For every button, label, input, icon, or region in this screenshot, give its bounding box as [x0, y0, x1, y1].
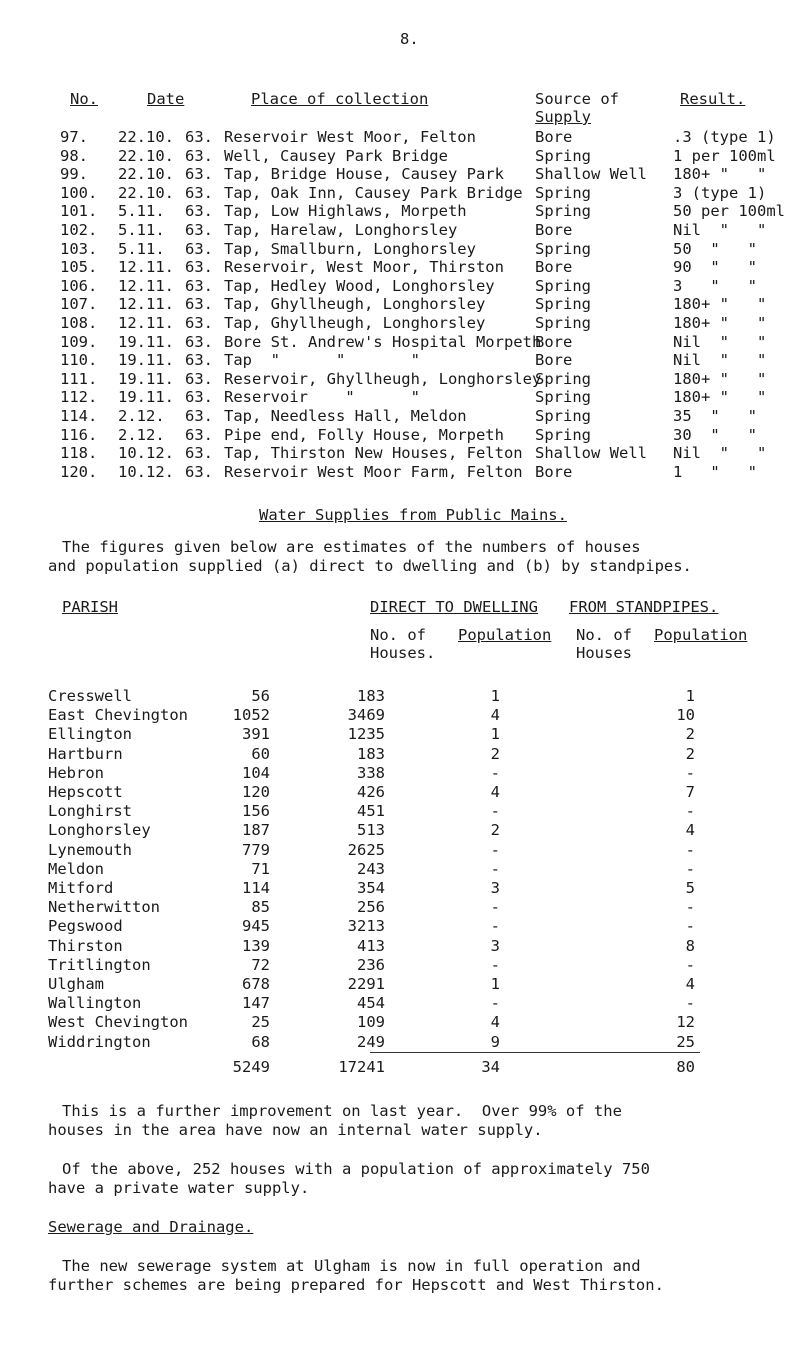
sample-no: 109.: [60, 332, 98, 351]
parish-population: 3469: [347, 706, 385, 725]
sample-source: Bore: [535, 258, 573, 277]
parish-row: [0, 860, 800, 878]
sample-row: [0, 444, 800, 462]
sample-row: [0, 165, 800, 183]
direct-header: DIRECT TO DWELLING: [370, 598, 538, 616]
sample-result: 180+ " ": [673, 165, 767, 184]
sample-result: 180+ " ": [673, 369, 767, 388]
sample-place: Tap, Smallburn, Longhorsley: [224, 239, 476, 258]
sample-date: 12.11.: [118, 258, 174, 277]
header-date: Date: [147, 90, 185, 108]
total-population: 17241: [338, 1058, 385, 1076]
sample-no: 112.: [60, 388, 98, 407]
parish-sp-houses: -: [490, 859, 500, 878]
parish-row: [0, 879, 800, 897]
parish-population: 513: [357, 821, 385, 840]
sample-result: 90 " ": [673, 258, 757, 277]
sample-row: [0, 388, 800, 406]
parish-sp-population: 8: [685, 936, 695, 955]
sample-year: 63.: [185, 462, 213, 481]
sample-year: 63.: [185, 332, 213, 351]
sample-source: Bore: [535, 332, 573, 351]
sample-no: 118.: [60, 444, 98, 463]
parish-row: [0, 1033, 800, 1051]
sample-result: Nil " ": [673, 221, 767, 239]
sample-date: 10.12.: [118, 444, 174, 463]
sample-row: [0, 128, 800, 146]
sample-result: 1 " ": [673, 462, 757, 481]
parish-houses: 68: [251, 1032, 270, 1051]
parish-name: Ellington: [48, 725, 132, 744]
sample-no: 110.: [60, 351, 98, 370]
sample-place: Bore St. Andrew's Hospital Morpeth: [224, 332, 542, 351]
sample-date: 19.11.: [118, 369, 174, 388]
sample-no: 111.: [60, 369, 98, 388]
sample-no: 114.: [60, 407, 98, 425]
sample-result: 30 " ": [673, 425, 757, 444]
parish-row: [0, 975, 800, 993]
parish-row: [0, 821, 800, 839]
parish-houses: 71: [251, 859, 270, 878]
parish-population: 413: [357, 936, 385, 955]
sample-source: Bore: [535, 221, 573, 239]
sample-source: Spring: [535, 239, 591, 258]
page-number: 8.: [400, 30, 419, 48]
sample-row: [0, 407, 800, 425]
sample-no: 107.: [60, 295, 98, 314]
sample-result: 50 " ": [673, 239, 757, 258]
parish-sp-population: -: [685, 898, 695, 917]
sample-row: [0, 221, 800, 239]
sample-year: 63.: [185, 221, 213, 239]
sample-year: 63.: [185, 351, 213, 370]
sample-year: 63.: [185, 183, 213, 202]
sample-source: Shallow Well: [535, 165, 647, 184]
sample-year: 63.: [185, 369, 213, 388]
parish-sp-houses: 2: [490, 744, 500, 763]
parish-sp-population: -: [685, 840, 695, 859]
parish-row: [0, 956, 800, 974]
sample-date: 5.11.: [118, 202, 165, 221]
sample-date: 5.11.: [118, 221, 165, 239]
totals-row: [0, 1058, 800, 1076]
parish-row: [0, 937, 800, 955]
sample-no: 100.: [60, 183, 98, 202]
sample-result: Nil " ": [673, 351, 767, 370]
sample-result: Nil " ": [673, 444, 767, 463]
para1-line-2: houses in the area have now an internal water supply.: [48, 1121, 543, 1139]
parish-sp-population: -: [685, 802, 695, 821]
parish-population: 338: [357, 763, 385, 782]
parish-row: [0, 745, 800, 763]
total-sp-houses: 34: [481, 1058, 500, 1076]
parish-population: 183: [357, 687, 385, 705]
parish-sp-population: 12: [676, 1013, 695, 1032]
header-no: No.: [70, 90, 98, 108]
sample-result: 180+ " ": [673, 314, 767, 332]
sample-date: 22.10.: [118, 128, 174, 146]
parish-sp-population: -: [685, 994, 695, 1013]
parish-name: West Chevington: [48, 1013, 188, 1032]
sample-result: 180+ " ": [673, 388, 767, 407]
parish-row: [0, 898, 800, 916]
sample-no: 116.: [60, 425, 98, 444]
sample-no: 98.: [60, 146, 88, 165]
sample-date: 19.11.: [118, 332, 174, 351]
houses2-header-2: Houses: [576, 644, 632, 662]
parish-sp-population: 4: [685, 821, 695, 840]
parish-sp-houses: 4: [490, 783, 500, 801]
parish-houses: 678: [242, 975, 270, 993]
parish-sp-houses: -: [490, 898, 500, 917]
parish-row: [0, 802, 800, 820]
sample-date: 22.10.: [118, 183, 174, 202]
sample-result: 180+ " ": [673, 295, 767, 314]
parish-sp-houses: 9: [490, 1032, 500, 1051]
sample-place: Tap, Low Highlaws, Morpeth: [224, 202, 467, 221]
parish-sp-houses: 1: [490, 975, 500, 993]
sample-no: 102.: [60, 221, 98, 239]
parish-row: [0, 764, 800, 782]
parish-sp-houses: 1: [490, 725, 500, 744]
sample-date: 19.11.: [118, 388, 174, 407]
parish-population: 243: [357, 859, 385, 878]
sample-place: Tap, Ghyllheugh, Longhorsley: [224, 295, 486, 314]
sample-result: Nil " ": [673, 332, 767, 351]
sample-date: 5.11.: [118, 239, 165, 258]
sample-place: Tap, Oak Inn, Causey Park Bridge: [224, 183, 523, 202]
sample-place: Tap, Needless Hall, Meldon: [224, 407, 467, 425]
sample-year: 63.: [185, 314, 213, 332]
parish-sp-population: 4: [685, 975, 695, 993]
parish-sp-houses: -: [490, 917, 500, 936]
sample-source: Spring: [535, 388, 591, 407]
standpipes-header: FROM STANDPIPES.: [569, 598, 719, 616]
parish-sp-population: 10: [676, 706, 695, 725]
parish-houses: 25: [251, 1013, 270, 1032]
sample-source: Spring: [535, 407, 591, 425]
houses2-header-1: No. of: [576, 626, 632, 644]
sample-row: [0, 463, 800, 481]
sample-date: 22.10.: [118, 146, 174, 165]
parish-row: [0, 1013, 800, 1031]
sample-no: 101.: [60, 202, 98, 221]
sample-row: [0, 295, 800, 313]
sample-result: 3 " ": [673, 276, 757, 295]
parish-row: [0, 725, 800, 743]
sample-result: 35 " ": [673, 407, 757, 425]
para2-line-2: have a private water supply.: [48, 1179, 310, 1197]
total-houses: 5249: [232, 1058, 270, 1076]
sample-place: Reservoir West Moor Farm, Felton: [224, 462, 523, 481]
header-source-1: Source of: [535, 90, 619, 108]
sample-source: Spring: [535, 314, 591, 332]
parish-population: 1235: [347, 725, 385, 744]
sample-no: 108.: [60, 314, 98, 332]
sample-no: 103.: [60, 239, 98, 258]
sample-no: 99.: [60, 165, 88, 184]
sample-date: 2.12.: [118, 407, 165, 425]
sample-year: 63.: [185, 128, 213, 146]
sewerage-heading: Sewerage and Drainage.: [48, 1218, 254, 1236]
parish-population: 3213: [347, 917, 385, 936]
parish-row: [0, 994, 800, 1012]
parish-population: 354: [357, 879, 385, 897]
parish-sp-houses: 3: [490, 936, 500, 955]
parish-name: Wallington: [48, 994, 142, 1013]
parish-houses: 104: [242, 763, 270, 782]
sample-year: 63.: [185, 202, 213, 221]
sample-row: [0, 351, 800, 369]
sample-date: 10.12.: [118, 462, 174, 481]
sample-source: Bore: [535, 128, 573, 146]
parish-houses: 779: [242, 840, 270, 859]
sample-source: Spring: [535, 146, 591, 165]
sample-place: Reservoir, West Moor, Thirston: [224, 258, 504, 277]
parish-houses: 72: [251, 955, 270, 974]
parish-sp-population: -: [685, 917, 695, 936]
parish-sp-population: 7: [685, 783, 695, 801]
sample-no: 120.: [60, 462, 98, 481]
parish-houses: 147: [242, 994, 270, 1013]
parish-name: Meldon: [48, 859, 104, 878]
parish-population: 256: [357, 898, 385, 917]
parish-name: Widdrington: [48, 1032, 151, 1051]
parish-houses: 1052: [232, 706, 270, 725]
sample-place: Reservoir " ": [224, 388, 420, 407]
sample-result: 3 (type 1): [673, 183, 767, 202]
header-source-2: Supply: [535, 108, 591, 126]
parish-population: 454: [357, 994, 385, 1013]
parish-sp-houses: -: [490, 994, 500, 1013]
parish-header: PARISH: [62, 598, 118, 616]
sample-row: [0, 370, 800, 388]
parish-row: [0, 841, 800, 859]
parish-name: Thirston: [48, 936, 123, 955]
sample-year: 63.: [185, 146, 213, 165]
parish-name: Lynemouth: [48, 840, 132, 859]
parish-sp-population: 2: [685, 725, 695, 744]
sample-result: 1 per 100ml: [673, 146, 776, 165]
parish-sp-population: 25: [676, 1032, 695, 1051]
parish-population: 451: [357, 802, 385, 821]
sample-source: Spring: [535, 202, 591, 221]
parish-houses: 60: [251, 744, 270, 763]
sample-place: Reservoir, Ghyllheugh, Longhorsley: [224, 369, 542, 388]
pop2-header: Population: [654, 626, 748, 644]
intro-line-2: and population supplied (a) direct to dwelling and (b) by standpipes.: [48, 557, 692, 575]
sample-place: Tap, Thirston New Houses, Felton: [224, 444, 523, 463]
parish-population: 2625: [347, 840, 385, 859]
parish-houses: 156: [242, 802, 270, 821]
sample-source: Bore: [535, 351, 573, 370]
para3-line-2: further schemes are being prepared for Hepscott and West Thirston.: [48, 1276, 664, 1294]
para1-line-1: This is a further improvement on last year. Over 99% of the: [62, 1102, 622, 1120]
parish-name: Hebron: [48, 763, 104, 782]
parish-population: 426: [357, 783, 385, 801]
parish-sp-houses: 3: [490, 879, 500, 897]
parish-row: [0, 706, 800, 724]
total-sp-population: 80: [676, 1058, 695, 1076]
sample-source: Spring: [535, 425, 591, 444]
sample-place: Tap, Ghyllheugh, Longhorsley: [224, 314, 486, 332]
parish-name: Cresswell: [48, 687, 132, 705]
sample-place: Tap, Bridge House, Causey Park: [224, 165, 504, 184]
intro-line-1: The figures given below are estimates of the numbers of houses: [62, 538, 641, 556]
parish-row: [0, 687, 800, 705]
parish-houses: 85: [251, 898, 270, 917]
parish-row: [0, 783, 800, 801]
sample-row: [0, 202, 800, 220]
parish-name: Hartburn: [48, 744, 123, 763]
houses1-header-2: Houses.: [370, 644, 436, 662]
pop1-header: Population: [458, 626, 552, 644]
sample-date: 12.11.: [118, 295, 174, 314]
parish-name: Longhorsley: [48, 821, 151, 840]
sample-year: 63.: [185, 239, 213, 258]
parish-houses: 945: [242, 917, 270, 936]
parish-population: 109: [357, 1013, 385, 1032]
sample-source: Bore: [535, 462, 573, 481]
parish-sp-houses: 4: [490, 1013, 500, 1032]
header-place: Place of collection: [251, 90, 429, 108]
parish-sp-houses: 1: [490, 687, 500, 705]
parish-sp-population: 2: [685, 744, 695, 763]
parish-name: East Chevington: [48, 706, 188, 725]
sample-row: [0, 333, 800, 351]
sample-date: 12.11.: [118, 276, 174, 295]
sample-row: [0, 277, 800, 295]
sample-no: 105.: [60, 258, 98, 277]
parish-name: Tritlington: [48, 955, 151, 974]
sample-place: Well, Causey Park Bridge: [224, 146, 448, 165]
sample-source: Spring: [535, 295, 591, 314]
parish-sp-population: 5: [685, 879, 695, 897]
sample-year: 63.: [185, 444, 213, 463]
sample-source: Shallow Well: [535, 444, 647, 463]
mains-heading: Water Supplies from Public Mains.: [259, 506, 567, 524]
sample-year: 63.: [185, 258, 213, 277]
sample-result: 50 per 100ml: [673, 202, 785, 221]
parish-sp-population: -: [685, 763, 695, 782]
parish-houses: 56: [251, 687, 270, 705]
totals-rule: [370, 1052, 700, 1053]
sample-year: 63.: [185, 425, 213, 444]
sample-source: Spring: [535, 276, 591, 295]
parish-sp-houses: -: [490, 840, 500, 859]
parish-name: Hepscott: [48, 783, 123, 801]
parish-population: 249: [357, 1032, 385, 1051]
sample-source: Spring: [535, 183, 591, 202]
sample-row: [0, 184, 800, 202]
sample-date: 19.11.: [118, 351, 174, 370]
parish-population: 183: [357, 744, 385, 763]
parish-sp-houses: -: [490, 955, 500, 974]
sample-date: 12.11.: [118, 314, 174, 332]
parish-sp-houses: -: [490, 763, 500, 782]
sample-row: [0, 240, 800, 258]
sample-year: 63.: [185, 388, 213, 407]
houses1-header-1: No. of: [370, 626, 426, 644]
sample-place: Tap, Hedley Wood, Longhorsley: [224, 276, 495, 295]
sample-no: 97.: [60, 128, 88, 146]
sample-row: [0, 314, 800, 332]
sample-date: 2.12.: [118, 425, 165, 444]
parish-name: Pegswood: [48, 917, 123, 936]
sample-place: Reservoir West Moor, Felton: [224, 128, 476, 146]
parish-name: Mitford: [48, 879, 114, 897]
parish-sp-houses: 2: [490, 821, 500, 840]
parish-name: Longhirst: [48, 802, 132, 821]
sample-year: 63.: [185, 276, 213, 295]
parish-population: 236: [357, 955, 385, 974]
parish-row: [0, 917, 800, 935]
parish-houses: 391: [242, 725, 270, 744]
sample-year: 63.: [185, 165, 213, 184]
sample-source: Spring: [535, 369, 591, 388]
para2-line-1: Of the above, 252 houses with a population of approximately 750: [62, 1160, 650, 1178]
header-result: Result.: [680, 90, 746, 108]
parish-sp-houses: -: [490, 802, 500, 821]
sample-row: [0, 258, 800, 276]
sample-row: [0, 426, 800, 444]
parish-sp-population: -: [685, 955, 695, 974]
sample-place: Tap, Harelaw, Longhorsley: [224, 221, 458, 239]
sample-place: Tap " " ": [224, 351, 420, 370]
sample-no: 106.: [60, 276, 98, 295]
sample-place: Pipe end, Folly House, Morpeth: [224, 425, 504, 444]
parish-houses: 187: [242, 821, 270, 840]
sample-result: .3 (type 1): [673, 128, 776, 146]
sample-date: 22.10.: [118, 165, 174, 184]
parish-name: Netherwitton: [48, 898, 160, 917]
sample-row: [0, 147, 800, 165]
parish-sp-population: -: [685, 859, 695, 878]
parish-sp-houses: 4: [490, 706, 500, 725]
parish-houses: 114: [242, 879, 270, 897]
sample-year: 63.: [185, 407, 213, 425]
parish-name: Ulgham: [48, 975, 104, 993]
parish-sp-population: 1: [685, 687, 695, 705]
para3-line-1: The new sewerage system at Ulgham is now in full operation and: [62, 1257, 641, 1275]
parish-houses: 120: [242, 783, 270, 801]
parish-population: 2291: [347, 975, 385, 993]
sample-year: 63.: [185, 295, 213, 314]
parish-houses: 139: [242, 936, 270, 955]
